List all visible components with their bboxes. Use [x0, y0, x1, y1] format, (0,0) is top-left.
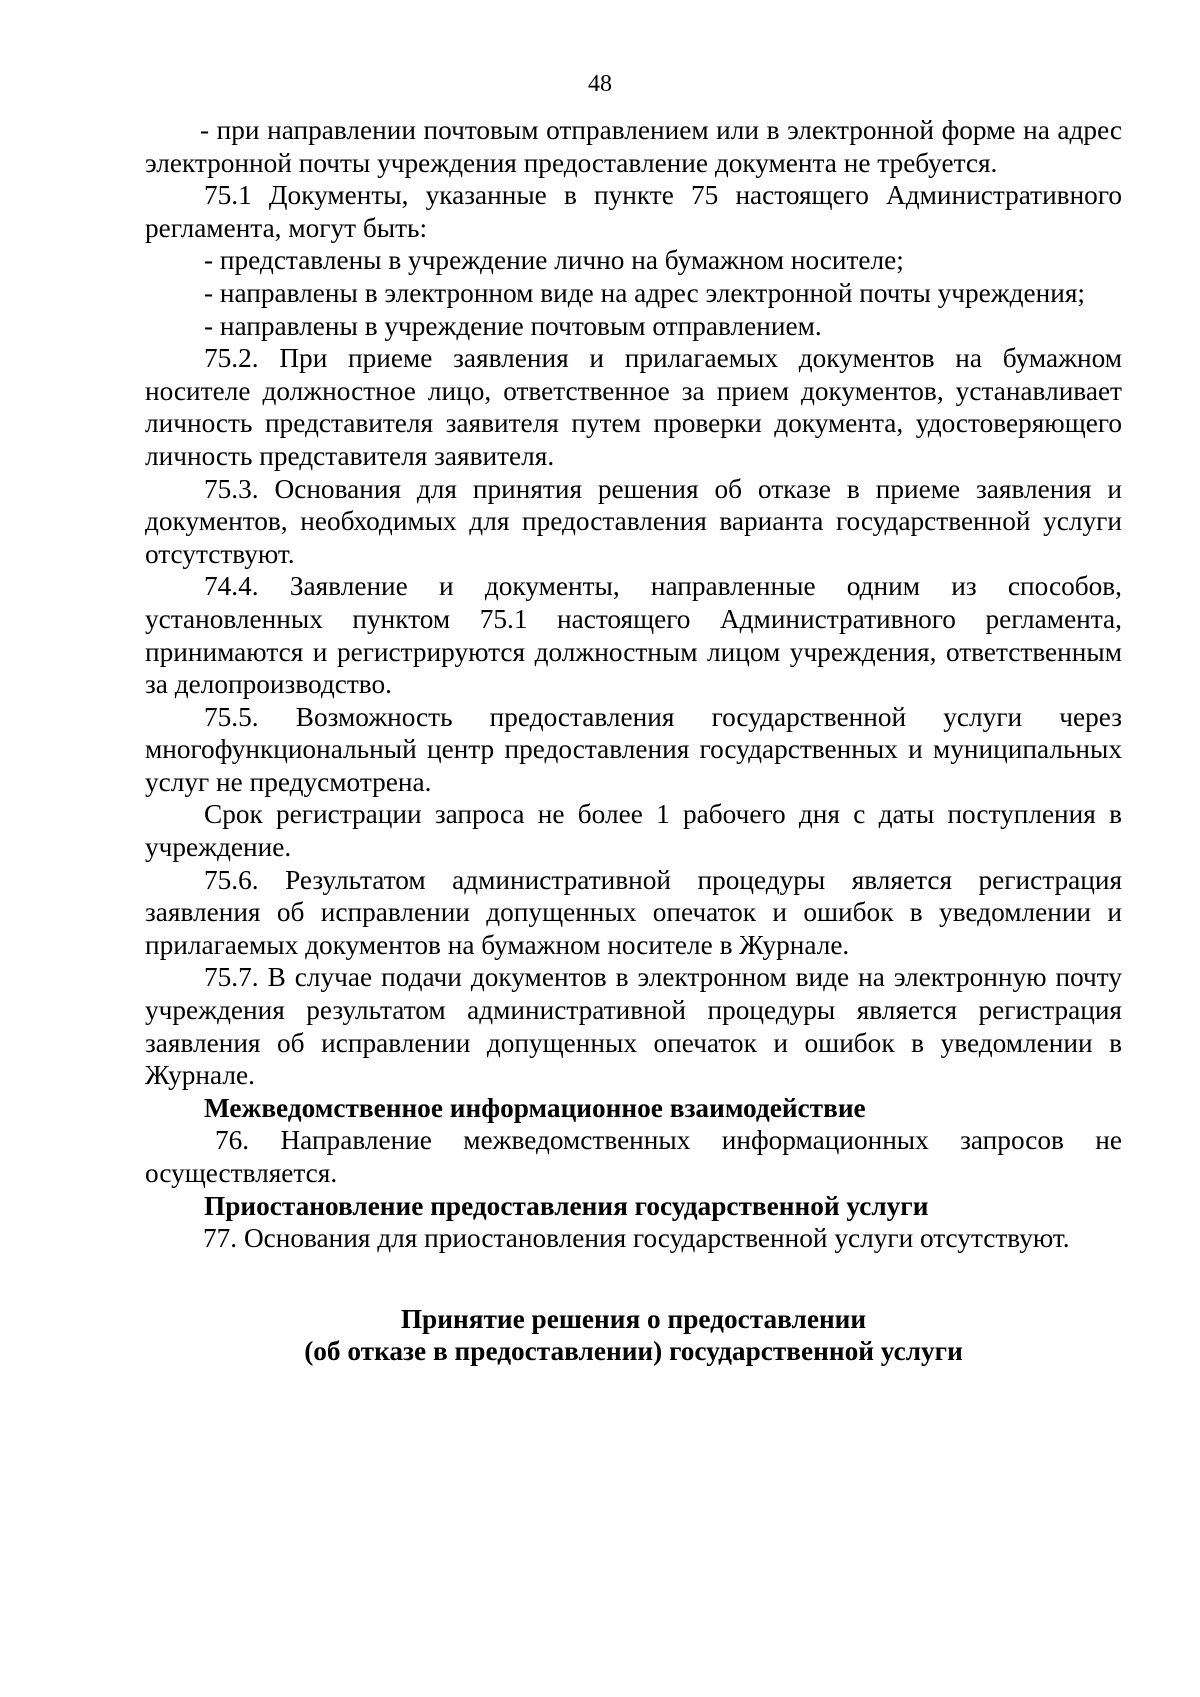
- paragraph-postal-note: - при направлении почтовым отправлением или в электронной форме на адрес электронной почты учреждения предоставление документа не требуется.: [145, 115, 1122, 178]
- document-body: [145, 114, 1122, 1368]
- paragraph-75-5: 75.5. Возможность предоставления государственной услуги через многофункциональный центр предоставления государственных и муниципальных услуг не предусмотрена.: [145, 701, 1122, 797]
- paragraph-77: 77. Основания для приостановления государственной услуги отсутствуют.: [203, 1223, 1070, 1254]
- section-heading-decision: [145, 1303, 1122, 1368]
- section-heading-suspension: Приостановление предоставления государственной услуги: [204, 1190, 929, 1221]
- paragraph-75-1: 75.1 Документы, указанные в пункте 75 настоящего Административного регламента, могут быть:: [145, 180, 1122, 243]
- list-item-in-person: - представлены в учреждение лично на бумажном носителе;: [204, 245, 904, 276]
- page-number: 48: [588, 71, 612, 97]
- paragraph-75-7: 75.7. В случае подачи документов в электронном виде на электронную почту учреждения результатом административной процедуры является регистрация заявления об исправлении допущенных опечаток и ошибок в уведомлении в Журнале.: [145, 962, 1122, 1091]
- list-item-electronic: - направлены в электронном виде на адрес электронной почты учреждения;: [204, 277, 1085, 308]
- paragraph-75-3: 75.3. Основания для принятия решения об отказе в приеме заявления и документов, необходимых для предоставления варианта государственной услуги отсутствуют.: [145, 473, 1122, 569]
- paragraph-75-6: 75.6. Результатом административной процедуры является регистрация заявления об исправлении допущенных опечаток и ошибок в уведомлении и прилагаемых документов на бумажном носителе в Журнале.: [145, 864, 1122, 960]
- section-heading-decision-line1: Принятие решения о предоставлении: [400, 1303, 867, 1334]
- paragraph-76: 76. Направление межведомственных информационных запросов не осуществляется.: [145, 1125, 1122, 1188]
- section-heading-decision-line2: (об отказе в предоставлении) государственной услуги: [304, 1336, 963, 1367]
- paragraph-registration-term: Срок регистрации запроса не более 1 рабочего дня с даты поступления в учреждение.: [145, 799, 1122, 863]
- section-heading-interagency: Межведомственное информационное взаимодействие: [204, 1092, 866, 1123]
- paragraph-75-2: 75.2. При приеме заявления и прилагаемых документов на бумажном носителе должностное лицо, ответственное за прием документов, устанавливает личность представителя заявителя путем проверки документа, удостоверяющего личность представителя заявителя.: [145, 343, 1122, 471]
- paragraph-74-4: 74.4. Заявление и документы, направленные одним из способов, установленных пунктом 75.1 настоящего Административного регламента, принимаются и регистрируются должностным лицом учреждения, ответственным за делопроизводство.: [145, 571, 1122, 700]
- list-item-postal: - направлены в учреждение почтовым отправлением.: [204, 310, 822, 341]
